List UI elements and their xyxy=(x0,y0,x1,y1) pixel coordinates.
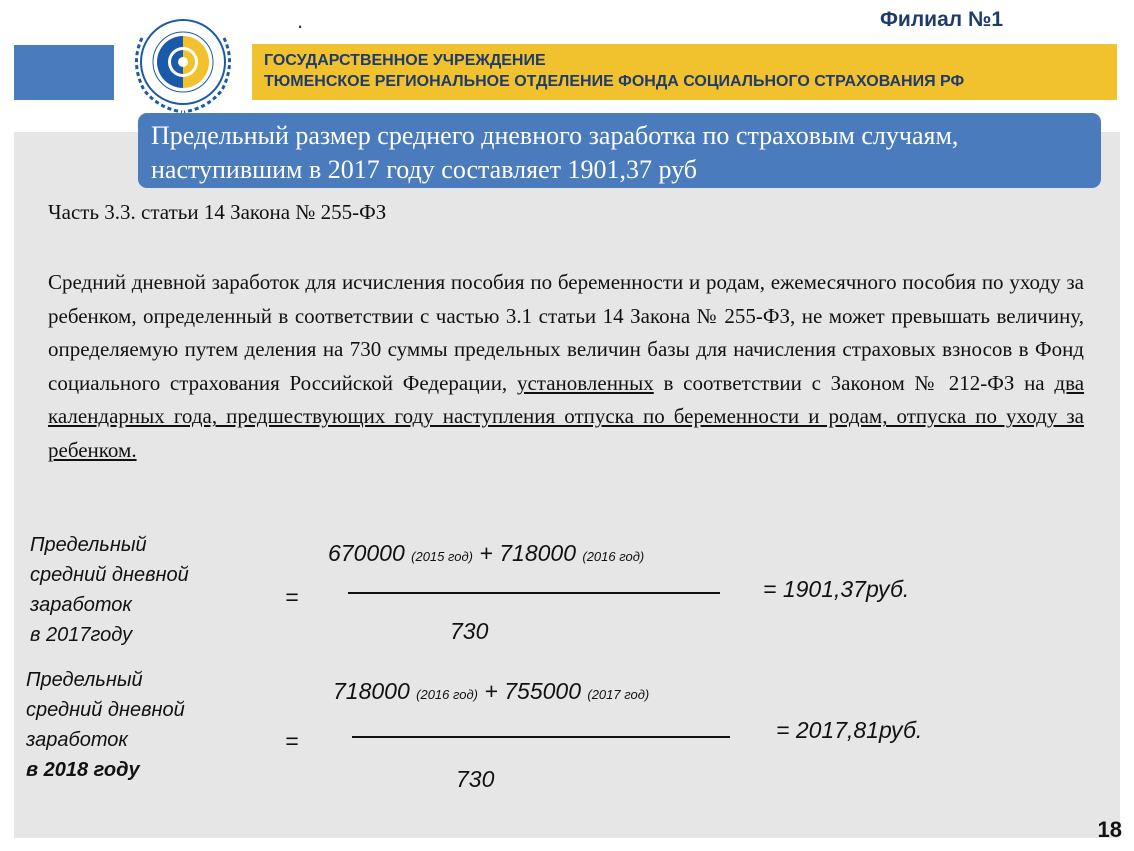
headline-box xyxy=(138,113,1101,188)
branch-label: Филиал №1 xyxy=(880,8,1004,31)
organization-name: ТЮМЕНСКОЕ РЕГИОНАЛЬНОЕ ОТДЕЛЕНИЕ ФОНДА СОЦИАЛЬНОГО СТРАХОВАНИЯ РФ xyxy=(264,73,965,90)
body-underlined-established: установленных xyxy=(516,370,654,395)
formula-1-label-line: Предельный xyxy=(30,534,147,556)
formula-2-label-line: заработок xyxy=(26,729,128,751)
formula-1-value-2016: 718000 xyxy=(499,540,576,566)
formula-2-label xyxy=(26,665,185,785)
formula-1-label xyxy=(30,530,189,650)
formula-2-denominator: 730 xyxy=(456,766,495,792)
formula-2-fraction-line xyxy=(352,736,730,738)
body-underlined-two-years: два календарных года, предшествующих году наступления отпуска по беременности и родам, отпуска по уходу за ребенком. xyxy=(48,370,1085,462)
formula-1-equals: = xyxy=(285,584,299,610)
organization-banner xyxy=(252,44,1117,100)
formula-2-plus: + xyxy=(484,678,498,704)
formula-1-plus: + xyxy=(479,540,493,566)
law-reference: Часть 3.3. статьи 14 Закона № 255-ФЗ xyxy=(48,200,387,224)
formula-2-value-2016: 718000 xyxy=(333,678,410,704)
formula-2-year-2016: (2016 год) xyxy=(416,687,479,702)
body-text-part2: в соответствии с Законом № 212-ФЗ на xyxy=(663,370,1045,395)
formula-2-label-line: в 2018 году xyxy=(26,759,140,781)
formula-1-year-2016: (2016 год) xyxy=(582,549,645,564)
formula-1-fraction-line xyxy=(348,592,720,594)
headline: Предельный размер среднего дневного заработка по страховым случаям, наступившим в 2017 году составляет 1901,37 руб xyxy=(151,121,959,184)
body-paragraph xyxy=(48,266,1084,468)
formula-2-label-line: Предельный xyxy=(26,669,143,691)
fss-emblem-icon xyxy=(124,8,242,118)
formula-1-label-line: заработок xyxy=(30,594,132,616)
page-number: 18 xyxy=(1097,817,1122,842)
formula-2-equals: = xyxy=(285,728,299,754)
formula-1-label-line: в 2017году xyxy=(30,624,133,646)
formula-2-label-line: средний дневной xyxy=(26,699,185,721)
formula-1-label-line: средний дневной xyxy=(30,564,189,586)
organization-type: ГОСУДАРСТВЕННОЕ УЧРЕЖДЕНИЕ xyxy=(264,52,546,69)
formula-1-denominator: 730 xyxy=(450,618,489,644)
body-text-part1: Средний дневной заработок для исчисления пособия по беременности и родам, ежемесячного пособия по уходу за ребенком, определенный в соответствии с частью 3.1 статьи 14 Закона № 255-ФЗ, не может превышать величину, определяемую путем деления на 730 суммы предельных величин базы для начисления страховых взносов в Фонд социального страхования Российской Федерации, xyxy=(48,270,1084,395)
formula-2-value-2017: 755000 xyxy=(504,678,581,704)
formula-1-numerator xyxy=(328,540,644,567)
formula-2-year-2017: (2017 год) xyxy=(587,687,650,702)
formula-2-result: = 2017,81руб. xyxy=(776,717,923,743)
formula-1-result: = 1901,37руб. xyxy=(763,576,910,602)
header-dot: . xyxy=(297,8,304,33)
formula-2-numerator xyxy=(333,678,649,705)
header-blue-block xyxy=(14,45,114,100)
formula-1-year-2015: (2015 год) xyxy=(411,549,474,564)
formula-1-value-2015: 670000 xyxy=(328,540,405,566)
fss-logo xyxy=(124,8,242,118)
